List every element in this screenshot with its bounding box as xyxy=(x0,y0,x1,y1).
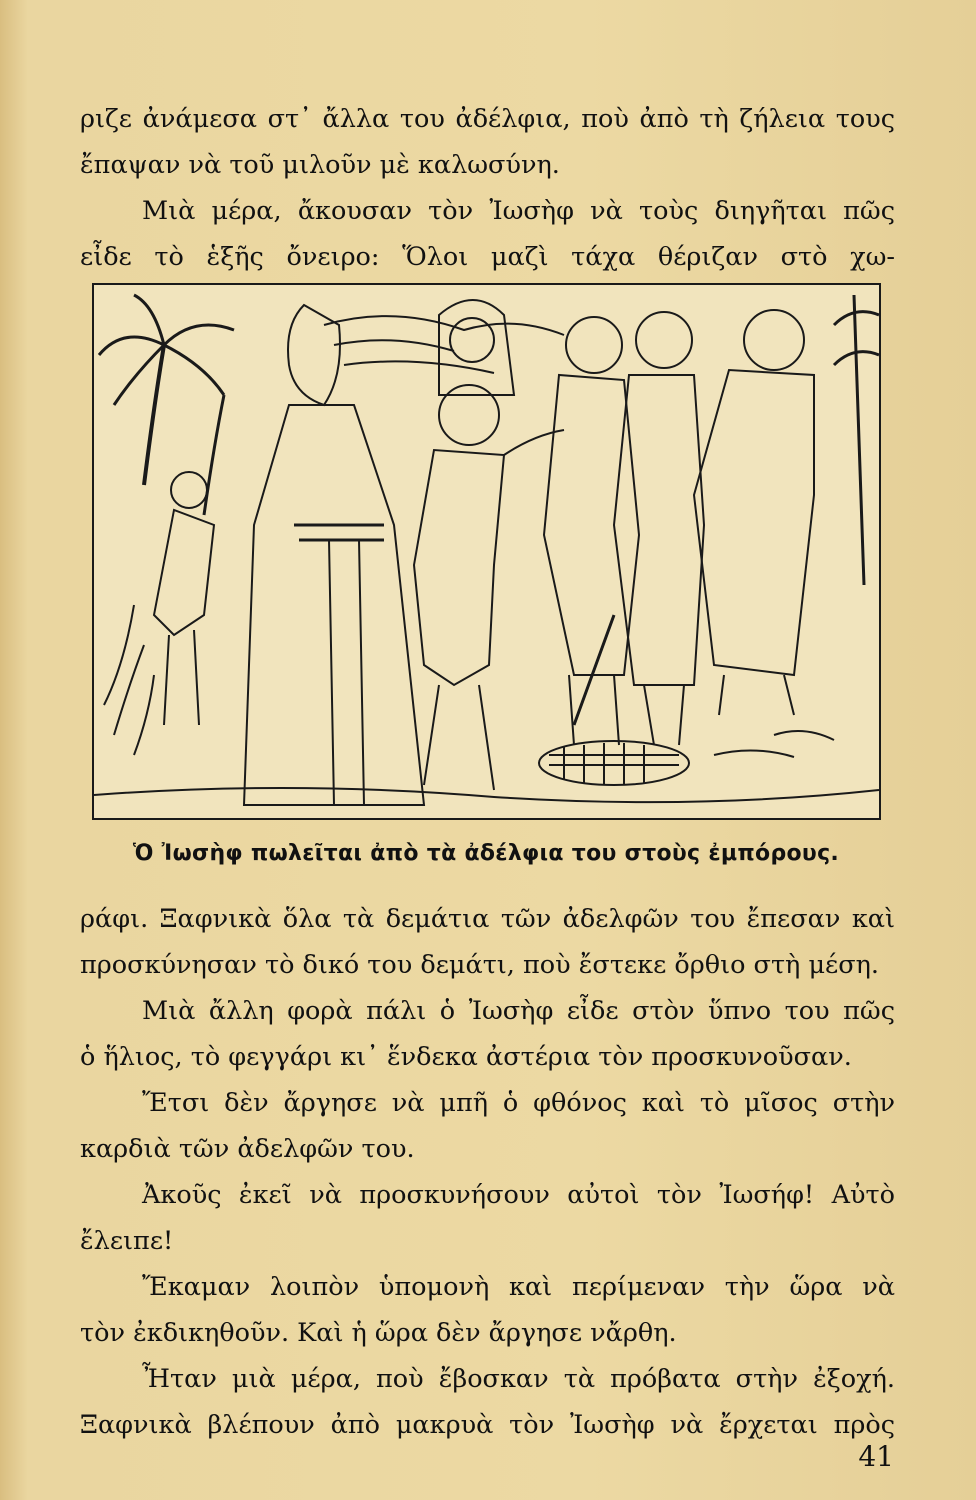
text-line: ριζε ἀνάμεσα στ᾽ ἄλλα του ἀδέλφια, ποὺ ἀπὸ τὴ ζήλεια τους xyxy=(80,104,895,134)
text-line: ὁ ἥλιος, τὸ φεγγάρι κι᾽ ἕνδεκα ἀστέρια τὸν προσκυνοῦσαν. xyxy=(80,1042,852,1072)
figure-caption: Ὁ Ἰωσὴφ πωλεῖται ἀπὸ τὰ ἀδέλφια του στοὺς ἐμπόρους. xyxy=(132,841,840,866)
illustration-joseph-sold xyxy=(92,283,881,820)
text-line: Ἦταν μιὰ μέρα, ποὺ ἔβοσκαν τὰ πρόβατα στὴν ἐξοχή. xyxy=(142,1364,895,1394)
page-number: 41 xyxy=(858,1440,894,1473)
text-line: ἔλειπε! xyxy=(80,1226,174,1256)
text-line: καρδιὰ τῶν ἀδελφῶν του. xyxy=(80,1134,415,1164)
text-line: Ἔκαμαν λοιπὸν ὑπομονὴ καὶ περίμεναν τὴν ὥρα νὰ xyxy=(142,1272,895,1302)
text-line: ἔπαψαν νὰ τοῦ μιλοῦν μὲ καλωσύνη. xyxy=(80,150,560,180)
text-line: τὸν ἐκδικηθοῦν. Καὶ ἡ ὥρα δὲν ἄργησε νἄρθη. xyxy=(80,1318,677,1348)
text-line: Μιὰ μέρα, ἄκουσαν τὸν Ἰωσὴφ νὰ τοὺς διηγῆται πῶς xyxy=(142,196,895,226)
text-line: εἶδε τὸ ἑξῆς ὄνειρο: Ὅλοι μαζὶ τάχα θέριζαν στὸ χω- xyxy=(80,242,895,272)
text-line: Ἀκοῦς ἐκεῖ νὰ προσκυνήσουν αὐτοὶ τὸν Ἰωσήφ! Αὐτὸ xyxy=(142,1180,895,1210)
text-line: Μιὰ ἄλλη φορὰ πάλι ὁ Ἰωσὴφ εἶδε στὸν ὕπνο του πῶς xyxy=(142,996,895,1026)
text-line: Ἔτσι δὲν ἄργησε νὰ μπῆ ὁ φθόνος καὶ τὸ μῖσος στὴν xyxy=(142,1088,895,1118)
text-line: προσκύνησαν τὸ δικό του δεμάτι, ποὺ ἔστεκε ὄρθιο στὴ μέση. xyxy=(80,950,880,980)
text-block-bottom xyxy=(80,896,895,1448)
text-line: Ξαφνικὰ βλέπουν ἀπὸ μακρυὰ τὸν Ἰωσὴφ νὰ ἔρχεται πρὸς xyxy=(80,1410,895,1440)
illustration-drawing xyxy=(94,285,879,818)
text-line: ράφι. Ξαφνικὰ ὅλα τὰ δεμάτια τῶν ἀδελφῶν του ἔπεσαν καὶ xyxy=(80,904,895,934)
text-block-top xyxy=(80,96,895,280)
